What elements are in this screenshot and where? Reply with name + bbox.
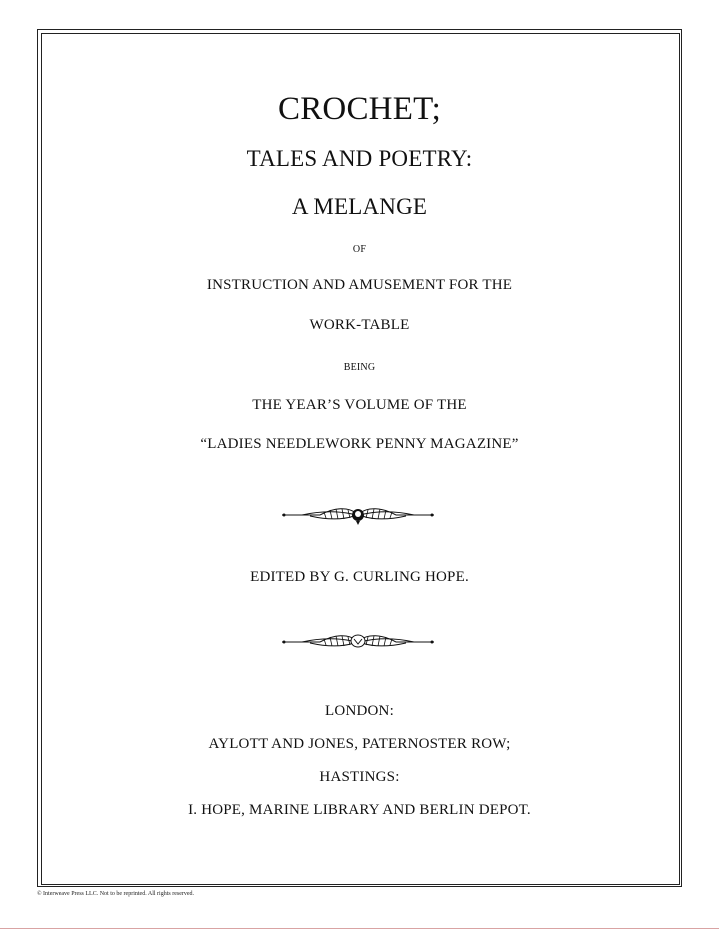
imprint-publisher-hastings: I. HOPE, MARINE LIBRARY AND BERLIN DEPOT. (188, 802, 531, 818)
line-year-volume: THE YEAR’S VOLUME OF THE (252, 397, 467, 413)
copyright-notice: © Interweave Press LLC. Not to be reprinted. All rights reserved. (37, 891, 195, 897)
line-worktable: WORK-TABLE (309, 317, 410, 333)
winged-ornament-icon (280, 504, 436, 526)
connector-being: BEING (343, 362, 376, 373)
imprint-london: LONDON: (325, 703, 394, 719)
subtitle-tales-poetry: TALES AND POETRY: (246, 146, 473, 171)
line-instruction: INSTRUCTION AND AMUSEMENT FOR THE (206, 277, 513, 293)
footer-rule (0, 928, 719, 929)
book-title: CROCHET; (278, 91, 441, 127)
imprint-publisher-london: AYLOTT AND JONES, PATERNOSTER ROW; (208, 736, 511, 752)
connector-of: OF (352, 244, 367, 255)
winged-ornament-icon (280, 631, 436, 653)
line-magazine-name: “LADIES NEEDLEWORK PENNY MAGAZINE” (200, 436, 519, 452)
editor-credit: EDITED BY G. CURLING HOPE. (250, 569, 469, 585)
subtitle-melange: A MELANGE (291, 194, 428, 219)
imprint-hastings: HASTINGS: (319, 769, 400, 785)
